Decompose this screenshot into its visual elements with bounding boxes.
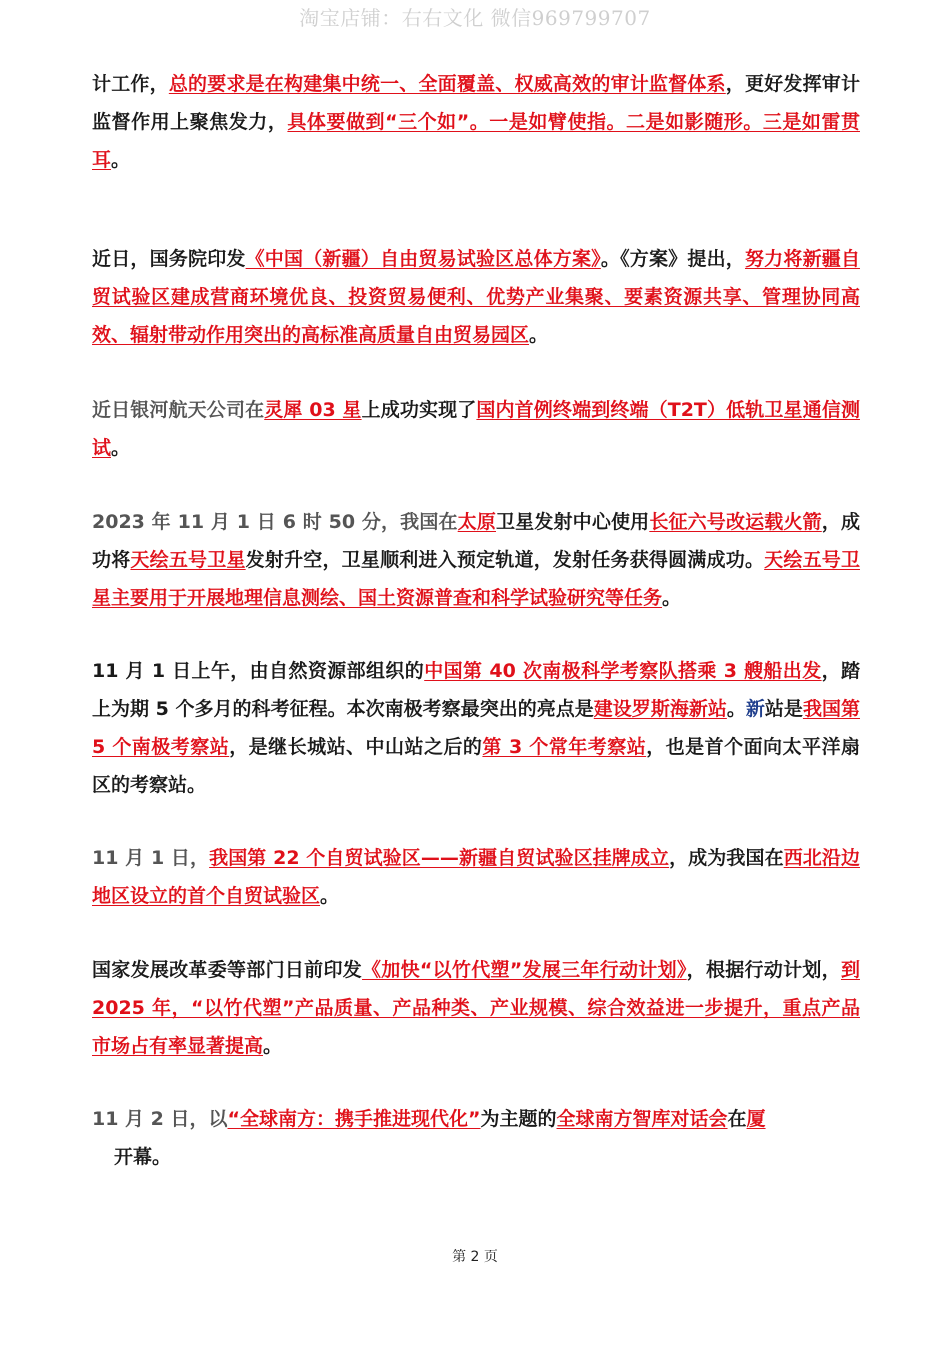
- highlight: 具体要做到“三个如”。一是如臂使指。二是如影随形。三是如雷贯耳: [92, 111, 860, 171]
- paragraph-tianhui-launch: [92, 503, 860, 617]
- text: 开幕。: [114, 1146, 172, 1168]
- paragraph-xinjiang-plan: [92, 240, 860, 354]
- text: 。: [111, 149, 131, 171]
- paragraph-audit: [92, 65, 860, 179]
- highlight: 《加快“以竹代塑”发展三年行动计划》: [362, 959, 687, 981]
- text: ，成为我国在: [669, 847, 784, 869]
- text: 近日银河航天公司在: [92, 399, 265, 421]
- text: 站是: [764, 698, 803, 720]
- text: 。: [529, 324, 549, 346]
- highlight: 长征六号改运载火箭: [649, 511, 822, 533]
- highlight: “全球南方：携手推进现代化”: [227, 1108, 481, 1130]
- highlight: 厦: [746, 1108, 766, 1130]
- text: ，成功将: [92, 511, 860, 571]
- text: 11 月 2 日，以: [92, 1108, 228, 1130]
- highlight: 第 3 个常年考察站: [482, 736, 647, 758]
- highlight: 西北沿边地区设立的首个自贸试验区: [92, 847, 860, 907]
- page-number: 第 2 页: [452, 1249, 498, 1265]
- highlight: 国内首例终端到终端（T2T）低轨卫星通信测试: [92, 399, 860, 459]
- highlight: 努力将新疆自贸试验区建成营商环境优良、投资贸易便利、优势产业集聚、要素资源共享、管理协同高效、辐射带动作用突出的高标准高质量自由贸易园区: [92, 248, 860, 346]
- text: ，是继长城站、中山站之后的: [229, 736, 483, 758]
- text: 为主题的: [480, 1108, 557, 1130]
- text: 。《方案》提出，: [600, 248, 745, 270]
- text: 。: [263, 1035, 283, 1057]
- highlight: 天绘五号卫星主要用于开展地理信息测绘、国土资源普查和科学试验研究等任务: [92, 549, 860, 609]
- paragraph-satellite-t2t: [92, 391, 860, 467]
- highlight: 总的要求是在构建集中统一、全面覆盖、权威高效的审计监督体系: [168, 73, 726, 95]
- text: ，踏上为期 5 个多月的科考征程。本次南极考察最突出的亮点是: [92, 660, 860, 720]
- highlight: 《中国（新疆）自由贸易试验区总体方案》: [245, 248, 601, 270]
- text: 。: [111, 437, 131, 459]
- highlight: 中国第 40 次南极科学考察队搭乘 3 艘船出发: [424, 660, 822, 682]
- text: 。: [726, 698, 746, 720]
- paragraph-bamboo: [92, 951, 860, 1065]
- text: 11 月 1 日，: [92, 847, 210, 869]
- text: ，更好发挥审计监督作用上聚焦发力，: [92, 73, 860, 133]
- text: 近日，国务院印发: [92, 248, 246, 270]
- highlight: 太原: [457, 511, 496, 533]
- highlight: 建设罗斯海新站: [593, 698, 727, 720]
- watermark: 淘宝店铺：右右文化 微信969799707: [299, 6, 651, 30]
- text: 11 月 1 日上午，由自然资源部组织的: [92, 660, 425, 682]
- text: 新: [745, 698, 765, 720]
- text: 上成功实现了: [361, 399, 477, 421]
- highlight: 灵犀 03 星: [264, 399, 362, 421]
- text: ，也是首个面向太平洋扇区的考察站。: [92, 736, 860, 796]
- highlight: 天绘五号卫星: [130, 549, 246, 571]
- text: 。: [662, 587, 682, 609]
- highlight: 我国第 5 个南极考察站: [92, 698, 860, 758]
- paragraph-antarctic: [92, 652, 860, 804]
- text: 卫星发射中心使用: [496, 511, 650, 533]
- paragraph-global-south: [92, 1100, 860, 1176]
- text: 2023 年 11 月 1 日 6 时 50 分，我国在: [92, 511, 458, 533]
- text: 在: [727, 1108, 747, 1130]
- text: 计工作，: [92, 73, 169, 95]
- text: 国家发展改革委等部门日前印发: [92, 959, 363, 981]
- highlight: 全球南方智库对话会: [556, 1108, 728, 1130]
- text: 发射升空，卫星顺利进入预定轨道，发射任务获得圆满成功。: [245, 549, 765, 571]
- highlight: 到 2025 年，“以竹代塑”产品质量、产品种类、产业规模、综合效益进一步提升，重点产品市场占有率显著提高: [92, 959, 860, 1057]
- text: ，根据行动计划，: [686, 959, 841, 981]
- highlight: 我国第 22 个自贸试验区——新疆自贸试验区挂牌成立: [209, 847, 670, 869]
- paragraph-ftz-22: [92, 839, 860, 915]
- text: 。: [320, 885, 340, 907]
